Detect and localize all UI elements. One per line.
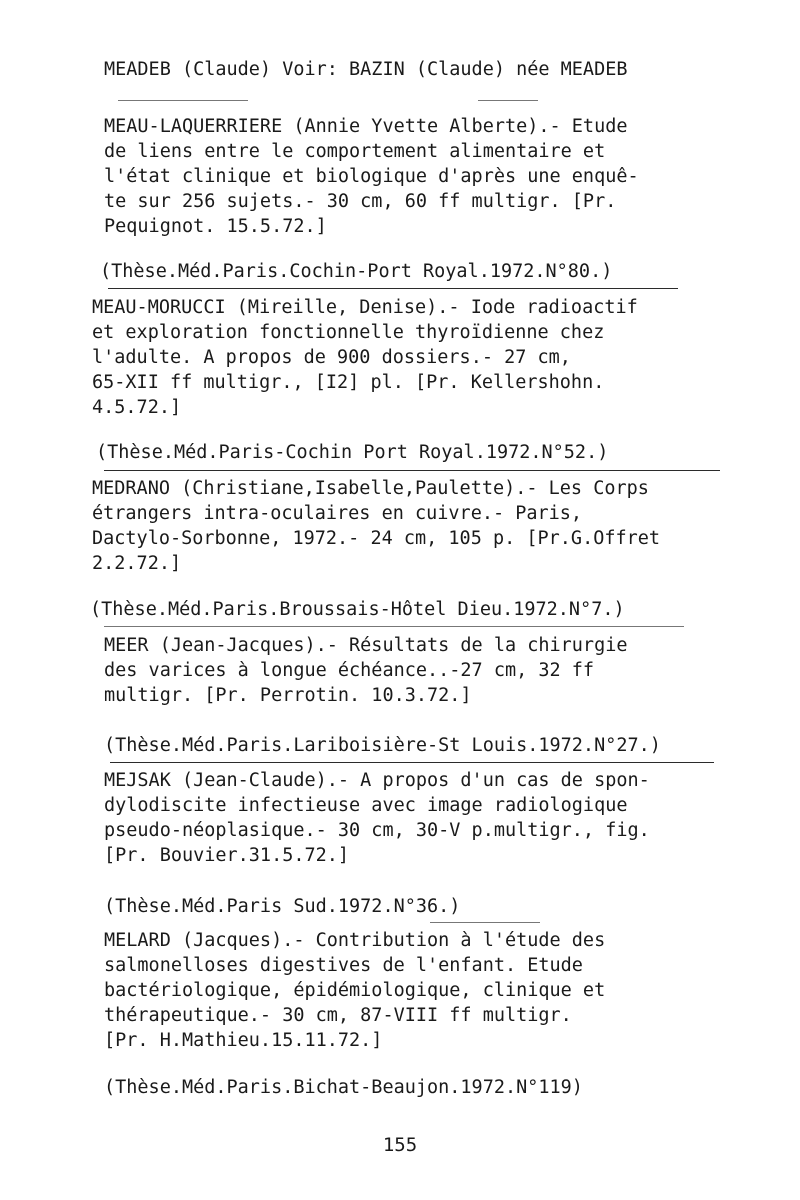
entry-line: MEDRANO (Christiane,Isabelle,Paulette).- Les Corps xyxy=(92,478,649,499)
separator-rule xyxy=(430,922,540,923)
entry-line: MELARD (Jacques).- Contribution à l'étude des xyxy=(104,930,606,951)
entry-line: MEAU-MORUCCI (Mireille, Denise).- Iode radioactif xyxy=(92,297,638,318)
thesis-line: (Thèse.Méd.Paris-Cochin Port Royal.1972.N°52.) xyxy=(96,442,609,463)
entry-line: MEAU-LAQUERRIERE (Annie Yvette Alberte).- Etude xyxy=(104,116,628,137)
entry-line: 4.5.72.] xyxy=(92,397,182,418)
separator-rule xyxy=(108,288,678,289)
thesis-line: (Thèse.Méd.Paris Sud.1972.N°36.) xyxy=(104,896,461,917)
entry-line: 65-XII ff multigr., [I2] pl. [Pr. Kellershohn. xyxy=(92,372,605,393)
separator-rule xyxy=(118,100,248,101)
entry-line: Dactylo-Sorbonne, 1972.- 24 cm, 105 p. [Pr.G.Offret xyxy=(92,528,661,549)
entry-line: 2.2.72.] xyxy=(92,553,182,574)
header-entry: MEADEB (Claude) Voir: BAZIN (Claude) née MEADEB xyxy=(104,59,628,80)
entry-line: salmonelloses digestives de l'enfant. Etude xyxy=(104,955,583,976)
entry-line: bactériologique, épidémiologique, clinique et xyxy=(104,980,606,1001)
entry-line: thérapeutique.- 30 cm, 87-VIII ff multigr. xyxy=(104,1005,572,1026)
entry-line: multigr. [Pr. Perrotin. 10.3.72.] xyxy=(104,685,472,706)
thesis-line: (Thèse.Méd.Paris.Cochin-Port Royal.1972.N°80.) xyxy=(100,261,613,282)
separator-rule xyxy=(478,100,538,101)
entry-line: [Pr. Bouvier.31.5.72.] xyxy=(104,845,350,866)
entry-line: dylodiscite infectieuse avec image radiologique xyxy=(104,795,628,816)
entry-line: [Pr. H.Mathieu.15.11.72.] xyxy=(104,1030,383,1051)
entry-line: de liens entre le comportement alimentaire et xyxy=(104,141,606,162)
entry-line: Pequignot. 15.5.72.] xyxy=(104,216,327,237)
entry-line: pseudo-néoplasique.- 30 cm, 30-V p.multigr., fig. xyxy=(104,820,650,841)
entry-line: l'adulte. A propos de 900 dossiers.- 27 cm, xyxy=(92,347,571,368)
entry-line: te sur 256 sujets.- 30 cm, 60 ff multigr. [Pr. xyxy=(104,191,617,212)
thesis-line: (Thèse.Méd.Paris.Bichat-Beaujon.1972.N°119) xyxy=(104,1077,583,1098)
thesis-line: (Thèse.Méd.Paris.Broussais-Hôtel Dieu.1972.N°7.) xyxy=(90,599,625,620)
separator-rule xyxy=(104,470,720,471)
thesis-line: (Thèse.Méd.Paris.Lariboisière-St Louis.1972.N°27.) xyxy=(104,735,661,756)
separator-rule xyxy=(110,762,714,763)
entry-line: MEJSAK (Jean-Claude).- A propos d'un cas de spon- xyxy=(104,770,650,791)
entry-line: étrangers intra-oculaires en cuivre.- Paris, xyxy=(92,503,583,524)
entry-line: des varices à longue échéance..-27 cm, 32 ff xyxy=(104,660,595,681)
separator-rule xyxy=(104,626,684,627)
entry-line: et exploration fonctionnelle thyroïdienne chez xyxy=(92,322,605,343)
page-number: 155 xyxy=(382,1134,418,1156)
entry-line: MEER (Jean-Jacques).- Résultats de la chirurgie xyxy=(104,635,628,656)
entry-line: l'état clinique et biologique d'après une enquê- xyxy=(104,166,639,187)
